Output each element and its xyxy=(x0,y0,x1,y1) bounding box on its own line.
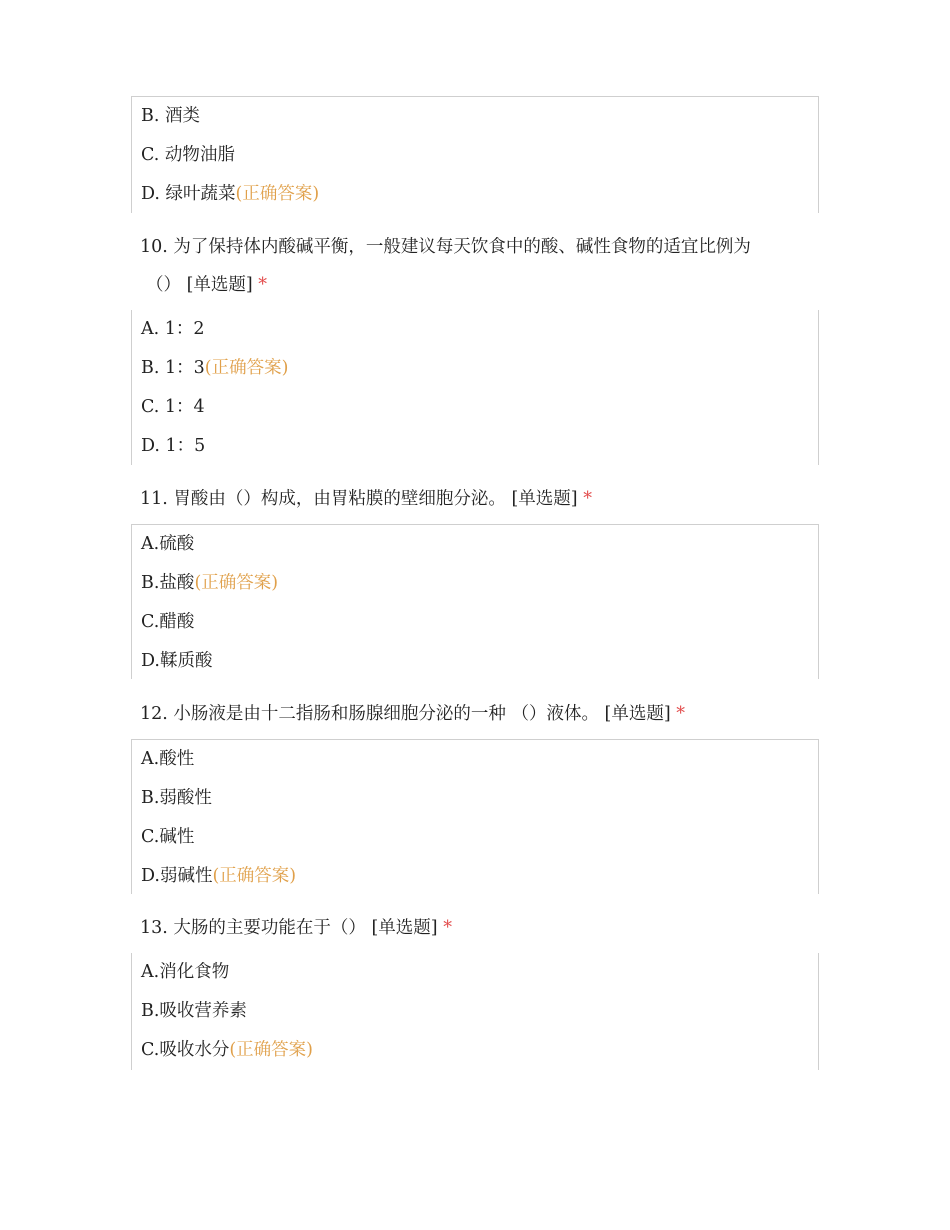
required-mark: * xyxy=(258,275,268,295)
correct-answer-mark: (正确答案) xyxy=(235,184,320,204)
q11-options-box xyxy=(131,524,819,679)
q12-option-b xyxy=(141,787,212,809)
question-type: （） [单选题] xyxy=(146,275,253,295)
option-text: A.硫酸 xyxy=(141,534,195,554)
option-text: A. 1：2 xyxy=(141,319,205,339)
question-text: 12. 小肠液是由十二指肠和肠腺细胞分泌的一种 （）液体。 [单选题] xyxy=(140,704,671,724)
q11-option-c xyxy=(141,611,194,633)
q13-option-b xyxy=(141,1000,247,1022)
q12-option-d xyxy=(141,865,296,887)
question-text: 13. 大肠的主要功能在于（） [单选题] xyxy=(140,918,438,938)
option-text: C.吸收水分 xyxy=(141,1040,230,1060)
correct-answer-mark: (正确答案) xyxy=(204,358,289,378)
option-text: B.弱酸性 xyxy=(141,788,212,808)
question-text: 11. 胃酸由（）构成，由胃粘膜的壁细胞分泌。 [单选题] xyxy=(140,489,578,509)
q12-options-box xyxy=(131,739,819,894)
q10-options-box xyxy=(131,310,819,465)
option-text: C. 1：4 xyxy=(141,397,205,417)
option-text: B.盐酸 xyxy=(141,573,195,593)
required-mark: * xyxy=(583,489,592,509)
option-text: C.醋酸 xyxy=(141,612,195,632)
option-text: D.鞣质酸 xyxy=(141,651,213,671)
q13-option-a xyxy=(141,961,229,983)
option-text: B.吸收营养素 xyxy=(141,1001,247,1021)
correct-answer-mark: (正确答案) xyxy=(212,866,297,886)
required-mark: * xyxy=(443,918,452,938)
q11-option-a xyxy=(141,533,194,555)
q12-option-c xyxy=(141,826,194,848)
q13-title xyxy=(140,917,452,939)
required-mark: * xyxy=(676,704,685,724)
q9-option-b xyxy=(141,105,200,127)
correct-answer-mark: (正确答案) xyxy=(194,573,279,593)
q10-title-line2 xyxy=(146,274,267,296)
option-text: D.弱碱性 xyxy=(141,866,213,886)
option-text: C.碱性 xyxy=(141,827,195,847)
option-text: D. 绿叶蔬菜 xyxy=(141,184,236,204)
option-text: B. 1：3 xyxy=(141,358,205,378)
correct-answer-mark: (正确答案) xyxy=(229,1040,313,1060)
q12-option-a xyxy=(141,748,194,770)
q9-option-c xyxy=(141,144,235,166)
option-text: D. 1：5 xyxy=(141,436,206,456)
option-text: A.消化食物 xyxy=(141,962,230,982)
q11-title xyxy=(140,488,592,510)
q10-option-c xyxy=(141,396,205,418)
q11-option-b xyxy=(141,572,278,594)
q12-title xyxy=(140,703,685,725)
option-text: B. 酒类 xyxy=(141,106,200,126)
question-text: 10. 为了保持体内酸碱平衡，一般建议每天饮食中的酸、碱性食物的适宜比例为 xyxy=(140,237,751,257)
option-text: A.酸性 xyxy=(141,749,195,769)
q10-title-line1 xyxy=(140,236,751,258)
q11-option-d xyxy=(141,650,212,672)
q13-options-box xyxy=(131,953,819,1070)
q9-options-box xyxy=(131,96,819,213)
q10-option-b xyxy=(141,357,288,379)
q10-option-a xyxy=(141,318,205,340)
q10-option-d xyxy=(141,435,205,457)
q9-option-d xyxy=(141,183,319,205)
option-text: C. 动物油脂 xyxy=(141,145,235,165)
q13-option-c xyxy=(141,1039,313,1061)
